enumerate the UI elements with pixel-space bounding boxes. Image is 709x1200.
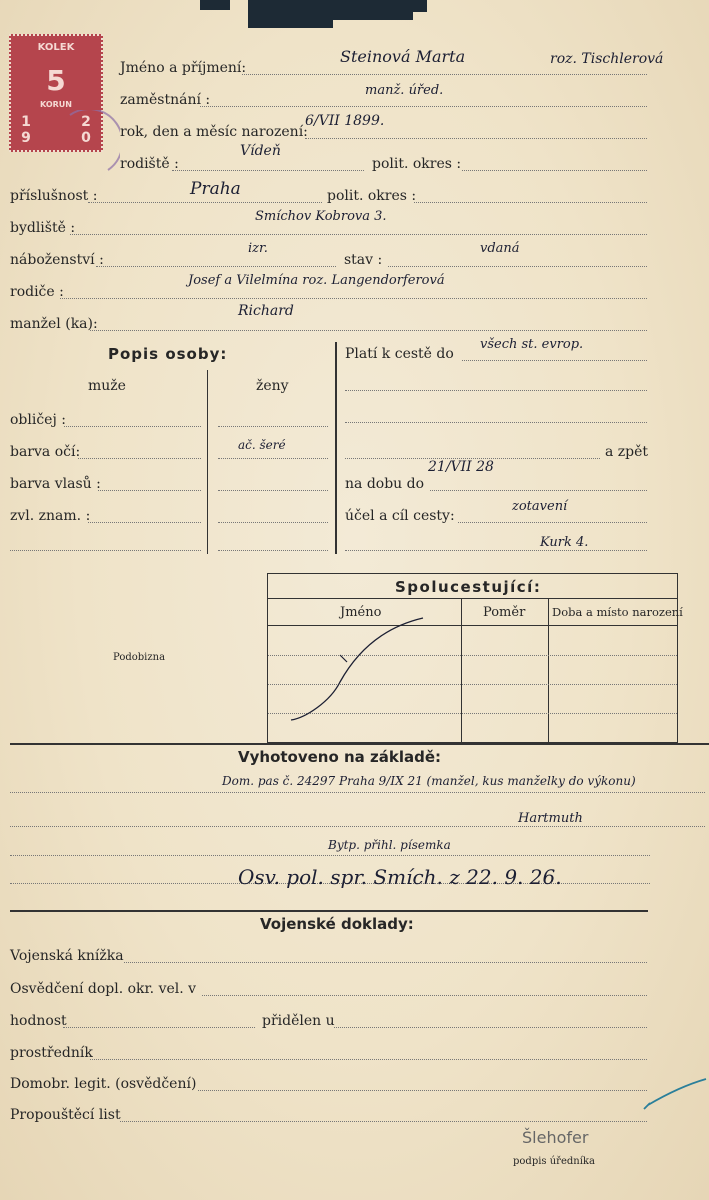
label-rodiste: rodiště : xyxy=(120,156,179,172)
paper-tear xyxy=(405,0,427,12)
vyhotoveno-line2: Hartmuth xyxy=(518,811,583,826)
table-header-doba: Doba a místo narození xyxy=(552,605,683,619)
divider xyxy=(10,743,709,745)
dotted-line xyxy=(60,298,647,299)
vojenske-title: Vojenské doklady: xyxy=(260,915,414,933)
label-na-dobu: na dobu do xyxy=(345,476,425,492)
dotted-line xyxy=(90,330,647,331)
dotted-line xyxy=(10,826,705,827)
dotted-line xyxy=(124,962,647,963)
label-polit-okres: polit. okres : xyxy=(327,188,417,204)
dotted-line xyxy=(70,234,647,235)
value-stav: vdaná xyxy=(480,241,520,256)
value-barva-oci: ač. šeré xyxy=(238,438,286,452)
dotted-line xyxy=(78,458,201,459)
dotted-line xyxy=(88,202,322,203)
value-rodice: Josef a Vilelmína roz. Langendorferová xyxy=(188,273,445,288)
table-header-pomer: Poměr xyxy=(483,605,526,620)
dotted-line xyxy=(218,490,328,491)
seal-stamp-icon xyxy=(60,110,120,180)
value-rodiste: Vídeň xyxy=(240,143,281,159)
dotted-line xyxy=(198,1090,647,1091)
label-polit-okres: polit. okres : xyxy=(372,156,462,172)
paper-tear xyxy=(333,0,413,20)
dotted-line xyxy=(172,170,364,171)
label-vojenska-knizka: Vojenská knížka xyxy=(10,948,124,964)
dotted-line xyxy=(388,266,647,267)
dotted-line xyxy=(96,266,336,267)
dotted-line xyxy=(88,522,201,523)
vyhotoveno-line1: Dom. pas č. 24297 Praha 9/IX 21 (manžel, kus manželky do výkonu) xyxy=(222,774,636,788)
label-plati: Platí k cestě do xyxy=(345,346,454,362)
value-nabozenstvi: izr. xyxy=(248,241,268,256)
value-zamestnani: manž. úřed. xyxy=(365,83,444,98)
vyhotoveno-title: Vyhotoveno na základě: xyxy=(238,748,442,766)
strikethrough-stroke xyxy=(285,610,435,725)
paper-tear xyxy=(200,0,230,10)
dotted-line xyxy=(334,1027,647,1028)
stamp-year: 9 xyxy=(21,130,31,146)
dotted-line xyxy=(462,170,647,171)
signature-name: Šlehofer xyxy=(522,1128,589,1147)
divider xyxy=(461,598,462,743)
dotted-line xyxy=(430,490,647,491)
popis-muze: muže xyxy=(88,378,126,394)
label-oblicej: obličej : xyxy=(10,412,66,428)
label-pridelen: přidělen u xyxy=(262,1013,335,1029)
value-ucel: zotavení xyxy=(512,499,568,514)
label-podpis: podpis úředníka xyxy=(513,1156,595,1167)
label-barva-vlasu: barva vlasů : xyxy=(10,476,101,492)
check-mark-icon xyxy=(640,1075,709,1115)
label-bydliste: bydliště : xyxy=(10,220,76,236)
divider xyxy=(207,370,208,554)
label-prostrednik: prostředník xyxy=(10,1045,93,1061)
label-podobizna: Podobizna xyxy=(113,652,166,663)
label-barva-oci: barva očí: xyxy=(10,444,81,460)
dotted-line xyxy=(10,855,650,856)
dotted-line xyxy=(218,550,328,551)
label-stav: stav : xyxy=(344,252,383,268)
label-prislusnost: příslušnost : xyxy=(10,188,98,204)
label-jmeno: Jméno a příjmení: xyxy=(120,60,247,76)
dotted-line xyxy=(218,522,328,523)
value-ucel-2: Kurk 4. xyxy=(540,535,589,550)
stamp-year: 2 xyxy=(81,114,91,130)
label-zvl-znam: zvl. znam. : xyxy=(10,508,91,524)
spolucestujici-title: Spolucestující: xyxy=(395,578,542,596)
dotted-line xyxy=(458,522,647,523)
popis-title: Popis osoby: xyxy=(108,345,228,363)
dotted-line xyxy=(64,426,201,427)
dotted-line xyxy=(200,106,647,107)
dotted-line xyxy=(345,422,647,423)
divider xyxy=(335,342,337,554)
value-manzel: Richard xyxy=(238,303,294,319)
dotted-line xyxy=(202,995,647,996)
label-manzel: manžel (ka): xyxy=(10,316,98,332)
label-propousteci: Propouštěcí list xyxy=(10,1107,121,1123)
value-narozeni: 6/VII 1899. xyxy=(305,113,385,129)
stamp-year: 1 xyxy=(21,114,31,130)
dotted-line xyxy=(90,1059,647,1060)
vyhotoveno-line3: Bytp. přihl. písemka xyxy=(328,838,451,852)
divider xyxy=(267,598,678,599)
paper-tear xyxy=(248,0,333,28)
stamp-year: 0 xyxy=(81,130,91,146)
dotted-line xyxy=(462,360,647,361)
label-ucel: účel a cíl cesty: xyxy=(345,508,455,524)
dotted-line xyxy=(218,458,328,459)
dotted-line xyxy=(305,138,647,139)
value-plati: všech st. evrop. xyxy=(480,337,584,352)
value-na-dobu: 21/VII 28 xyxy=(428,459,494,475)
value-prislusnost: Praha xyxy=(190,179,241,199)
dotted-line xyxy=(345,390,647,391)
stamp-currency: KORUN xyxy=(40,100,72,109)
dotted-line xyxy=(63,1027,255,1028)
dotted-line xyxy=(98,490,201,491)
dotted-line xyxy=(120,1121,647,1122)
value-bydliste: Smíchov Kobrova 3. xyxy=(255,209,387,224)
label-a-zpet: a zpět xyxy=(605,444,649,460)
dotted-line xyxy=(414,202,647,203)
stamp-text: KOLEK xyxy=(37,42,75,53)
label-osvedceni: Osvědčení dopl. okr. vel. v xyxy=(10,981,197,997)
label-nabozenstvi: náboženství : xyxy=(10,252,104,268)
vyhotoveno-line4: Osv. pol. spr. Smích. z 22. 9. 26. xyxy=(238,865,562,889)
stamp-value: 5 xyxy=(46,64,66,97)
value-jmeno: Steinová Marta xyxy=(340,47,466,66)
label-hodnost: hodnost xyxy=(10,1013,67,1029)
label-narozeni: rok, den a měsíc narození: xyxy=(120,124,308,140)
dotted-line xyxy=(218,426,328,427)
popis-zeny: ženy xyxy=(256,378,289,394)
divider xyxy=(10,910,648,912)
dotted-line xyxy=(242,74,647,75)
dotted-line xyxy=(10,792,705,793)
divider xyxy=(548,598,549,743)
value-roz: roz. Tischlerová xyxy=(550,51,664,67)
label-domobr: Domobr. legit. (osvědčení) xyxy=(10,1076,197,1092)
dotted-line xyxy=(345,550,647,551)
table-header-jmeno: Jméno xyxy=(340,605,382,620)
label-rodice: rodiče : xyxy=(10,284,64,300)
label-zamestnani: zaměstnání : xyxy=(120,92,211,108)
dotted-line xyxy=(10,550,201,551)
